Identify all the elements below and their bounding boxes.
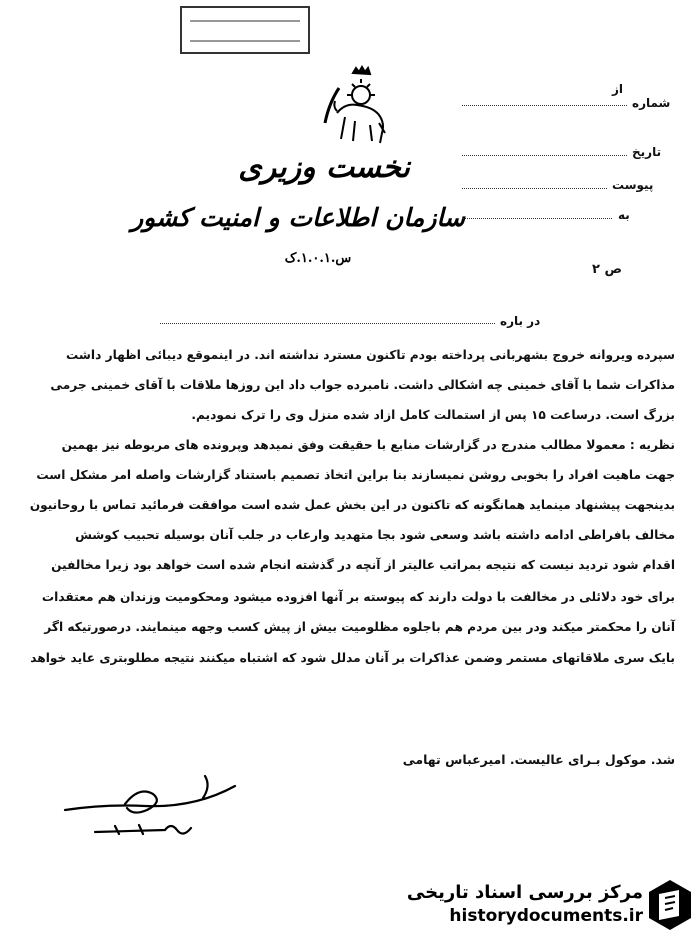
stamp-box — [180, 6, 310, 54]
field-date — [632, 145, 661, 159]
letterhead-title: نخست وزیری — [238, 150, 410, 185]
handwritten-signature — [55, 770, 255, 850]
page-number: ص ۲ — [592, 262, 622, 277]
watermark-name: مرکز بررسی اسناد تاریخی — [406, 882, 643, 903]
document-code: س.۱.۰.۱.ک — [284, 251, 352, 266]
lion-and-sun-emblem-icon — [315, 65, 405, 155]
closing-line: شد. موکول بـرای عالیست. امیرعباس تهامی — [402, 752, 675, 767]
field-from-label: از — [612, 82, 624, 96]
field-number-dots — [462, 105, 627, 106]
field-to-label: به — [618, 208, 630, 222]
body-line: آنان را محکمتر میکند ودر بین مردم هم باجلوه مظلومیت بیش از پیش کسب وجهه مینمایند. درصورتیکه اگر — [44, 620, 675, 634]
body-line: بزرگ است. درساعت ۱۵ پس از استمالت کامل ازاد شده منزل وی را ترک نمودیم. — [191, 408, 675, 422]
field-to-dots — [462, 218, 612, 219]
field-date-dots — [462, 155, 627, 156]
field-number-label: شماره — [632, 96, 671, 110]
body-line: سپرده ویروانه خروج بشهربانی پرداخته بودم تاکنون مسترد نداشته اند. در اینموقع دیبائی اظهار داشت — [66, 348, 675, 362]
body-line: نظریه : معمولا مطالب مندرج در گزارشات منابع با حقیقت وفق نمیدهد وپرونده های مربوطه نیز بهمین — [61, 438, 675, 452]
field-attachment-dots — [462, 188, 607, 189]
field-attachment-label: پیوست — [612, 178, 654, 192]
field-to — [618, 208, 630, 222]
watermark-url: historydocuments.ir — [449, 906, 643, 926]
field-number — [632, 96, 670, 110]
body-line: بدینجهت پیشنهاد مینماید همانگونه که تاکنون در این بخش عمل شده است موافقت فرمائید تماس با روحانیون — [29, 498, 675, 512]
body-line: مخالف بافراطی ادامه داشته باشد وسعی شود بجا متهدید وارعاب در جلب آنان بوسیله تحبیب کوشش — [75, 528, 675, 542]
field-date-label: تاریخ — [632, 145, 662, 159]
body-line: بایک سری ملاقاتهای مستمر وضمن عذاکرات بر آنان مدلل شود که اشتباه میکنند نتیجه مطلوبتری عاید خواهد — [30, 651, 675, 665]
letterhead-organization: سازمان اطلاعات و امنیت کشور — [131, 203, 465, 232]
body-line: مذاکرات شما با آقای خمینی چه اشکالی داشت. نامبرده جواب داد این روزها ملاقات با آقای خمینی جرمی — [50, 378, 675, 392]
subject-dots — [160, 323, 495, 324]
field-from — [612, 82, 623, 96]
subject-label: در باره — [500, 314, 541, 328]
body-line: برای خود دلائلی در مخالفت با دولت دارند که پیوسته بر آنها افزوده میشود ومحکومیت وزندان هم معتقدات — [41, 590, 675, 604]
watermark — [406, 876, 695, 934]
archive-logo-icon — [645, 878, 695, 932]
body-line: جهت ماهیت افراد را بخوبی روشن نمیسازند بنا براین اتخاذ تصمیم باستناد گزارشات واصله امر مشکل است — [36, 468, 675, 482]
field-attachment — [612, 178, 653, 192]
body-line: اقدام شود تردید نیست که نتیجه بمراتب عالیتر از آنچه در گذشته انجام شده است خواهد بود زیرا مخالفین — [51, 558, 675, 572]
